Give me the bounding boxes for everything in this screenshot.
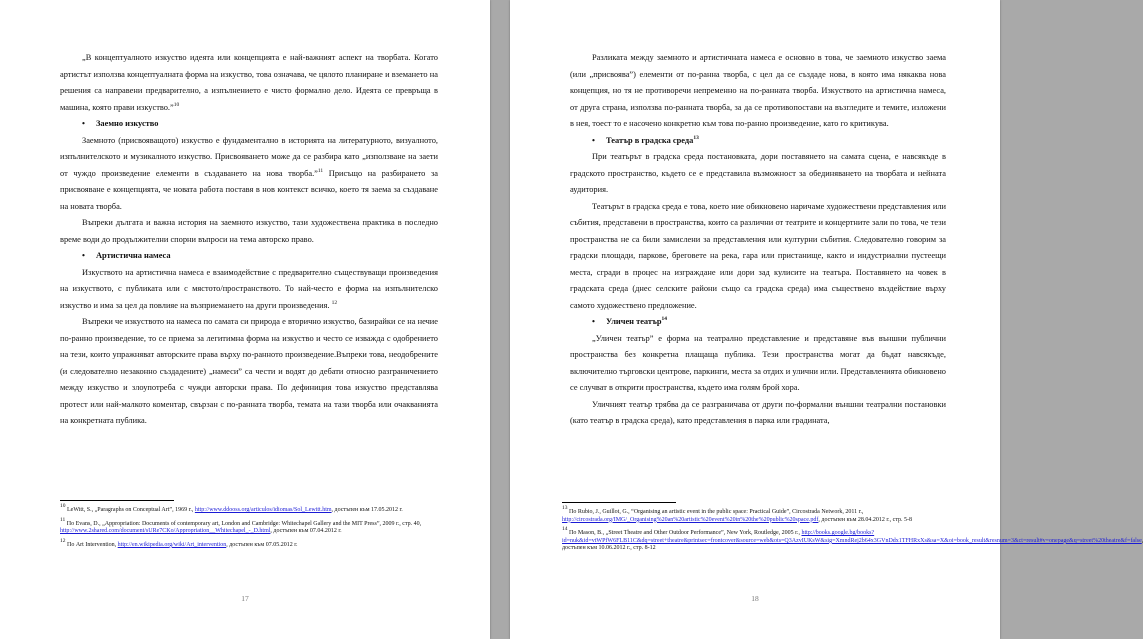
footnote-link[interactable]: http://en.wikipedia.org/wiki/Art_intervention: [117, 541, 227, 548]
footnote-number: 13: [562, 505, 568, 511]
paragraph-text: Присъщо на разбирането за присвояване е концепцията, че новата работа поставя в нов контекст всичко, което тя заема за създаване на новата творба.: [60, 168, 438, 211]
document-page-left: [0, 0, 490, 639]
footnote-link[interactable]: http://circostrada.org/IMG/_Organising%20an%20artistic%20event%20in%20the%20public%20space.pdf: [562, 516, 819, 523]
bullet-icon: •: [82, 251, 85, 260]
footnote-link[interactable]: http://www.2shared.com/document/sURe7CKo/Appropriation__Whitechapel_-_D.html: [60, 528, 271, 535]
heading-text: Заемно изкуство: [96, 119, 159, 128]
paragraph: [570, 331, 946, 397]
paragraph: [570, 50, 946, 133]
paragraph-text: Заемното (присвояващото) изкуство е фундаментално в историята на литературното, визуалното, изпълнителското и музикалното изкуство. Присвояването може да се разбира като „използване на заети от чуждо произведение елементи в създаването на нова творба.”: [60, 135, 438, 178]
paragraph: [60, 314, 438, 430]
footnote-separator: [60, 500, 174, 501]
footnote-reference: 10: [173, 101, 180, 108]
bullet-icon: •: [82, 119, 85, 128]
paragraph-text: Въпреки че изкуството на намеса по самата си природа е вторично изкуство, базирайки се на нечие по-ранно произведение, то се приема за легитимна форма на изкуство и често се изважда с одобрението на тези, които упражняват авторските права върху по-ранното произведение.Въпреки това, неодобрените (и следователно незаконно създадените) „намеси” са чести и водят до дебати относно разграничението между изкуство и злоупотреба с чужди авторски права. По дефиниция това изкуство представлява протест или най-малкото коментар, свързан с по-ранната творба, темата на тази творба или очакванията на конкретната публика.: [60, 317, 438, 425]
page-body-text: [570, 50, 946, 430]
paragraph: [570, 397, 946, 430]
footnote-link[interactable]: http://www.ddooss.org/articulos/idiomas/Sol_Lewitt.htm: [194, 507, 332, 513]
page-number: 18: [751, 594, 759, 603]
footnote-reference: 13: [693, 134, 699, 141]
paragraph-text: Въпреки дългата и важна история на заемното изкуство, тази художествена практика в последно време води до продължителни спорни въпроси на тема авторско право.: [60, 218, 438, 244]
paragraph: [570, 199, 946, 315]
footnote-number: 14: [562, 526, 568, 533]
footnote-text: По Art Intervention,: [65, 541, 118, 548]
footnote-link[interactable]: http://books.google.bg/books?id=nuk&id=vtWPfW6FLB11C&dq=street+theatre&printsec=frontcover&source=web&ots=Q3AzvIUKsW&sig=XmndRej2b64x3GVnDdx1TFHRxXs&sa=X&oi=book_result&resnum=3&ct=result#v=onepage&q=street%20theatre&f=false: [562, 530, 1142, 544]
section-heading: [60, 116, 438, 133]
footnote-separator: [562, 502, 676, 503]
document-page-right: [510, 0, 1142, 639]
footnote-text: достъпен към 10.06.2012 г., стр. 8-12: [562, 545, 656, 552]
heading-text: Театър в градска среда: [606, 135, 694, 145]
footnote-text: , достъпен към 28.04.2012 г., стр. 5-8: [818, 516, 913, 523]
footnote: [562, 526, 1142, 553]
footnote: [60, 537, 438, 550]
footnote-number: 12: [60, 537, 66, 544]
page-number: 17: [241, 594, 249, 603]
page-body-text: [60, 50, 438, 430]
paragraph: [60, 215, 438, 248]
section-heading: [570, 133, 946, 150]
paragraph: [60, 265, 438, 315]
footnote-reference: 11: [317, 167, 324, 174]
footnote-reference: 14: [661, 316, 668, 322]
paragraph-text: Изкуството на артистична намеса е взаимодействие с предварително съществуващи произведения на изкуството, с публиката или с мястото/пространството. То най-често е форма на изпълнителско изкуство и има за цел да повлияе на възприемането на други произведения.: [60, 267, 438, 310]
footnote-text: , достъпен към 07.05.2012 г.: [226, 541, 298, 548]
footnote-text: , достъпен към 07.04.2012 г.: [270, 528, 342, 535]
footnote-text: LeWitt, S., „Paragraphs on Conceptual Art”, 1969 г.,: [65, 507, 195, 513]
footnote-number: 11: [60, 516, 66, 523]
footnote: [562, 505, 952, 524]
footnote: [60, 503, 438, 515]
heading-text: Уличен театър: [606, 317, 662, 326]
paragraph-text: „Уличен театър” е форма на театрално представление и представяне във външни публични пространства без конкретна плащаща публика. Тези пространства могат да бъдат навсякъде, включително търговски центрове, паркинги, места за отдих и улични игли. Представленията обикновено се случват в открити пространства, където има голям брой хора.: [570, 333, 946, 392]
footnote: [60, 516, 438, 536]
footnotes: [562, 505, 1142, 558]
paragraph-text: „В концептуалното изкуство идеята или концепцията е най-важният аспект на творбата. Когато артистът използва концептуалната форма на изкуство, това означава, че цялото планиране и вземането на решения са направени предварително, а изпълнението е чисто формално дело. Идеята се превръща в машина, която прави изкуство.”: [60, 53, 438, 112]
footnote-text: , достъпен към 17.05.2012 г.: [331, 507, 403, 513]
paragraph: [570, 149, 946, 199]
footnote-text: По Mason, B., „Street Theatre and Other Outdoor Performance”, New York, Routledge, 2005 г.,: [567, 530, 802, 537]
paragraph: [60, 133, 438, 216]
bullet-icon: •: [592, 317, 595, 326]
paragraph-text: Театърът в градска среда е това, което ние обикновено наричаме художествени представления или събития, представени в пространства, които са различни от театрите и концертните зали по това, че тези пространства не са били замислени за представления или културни събития. Следователно говорим за градски площади, паркове, бреговете на река, гара или пристанище, както и индустриални пустеещи места, сгради в процес на изграждане или дори зад кулисите на театъра. Поставянето на човек в градската среда (днес селските райони също са градска среда) има съществено въздействие върху самото художествено предложение.: [570, 201, 946, 310]
paragraph-text: Разликата между заемното и артистичната намеса е основно в това, че заемното изкуство заема (или „присвоява”) елементи от по-ранна творба, с цел да се създаде нова, в която има някаква нова концепция, но тя не противоречи непременно на по-ранната творба. Изкуството на артистична намеса, от друга страна, използва по-ранната творба, за да се противопостави на възгледите и темите, изложени в нея, тоест то е насочено конкретно към това по-ранно произведение, като го критикува.: [570, 53, 946, 128]
paragraph-text: Уличният театър трябва да се разграничава от други по-формални външни театрални постановки (като театър в градска среда), като представления в парка или градината,: [570, 399, 946, 425]
footnotes: [60, 503, 438, 554]
footnote-reference: 12: [331, 299, 338, 306]
footnote-number: 10: [60, 503, 66, 509]
bullet-icon: •: [592, 135, 595, 145]
paragraph-text: При театърът в градска среда постановката, дори поставянето на самата сцена, е навсякъде в градското пространство, където се е представила възможност за обединяването на творбата и нейната аудитория.: [570, 152, 946, 194]
paragraph: [60, 50, 438, 116]
section-heading: [60, 248, 438, 265]
section-heading: [570, 314, 946, 331]
heading-text: Артистична намеса: [96, 251, 171, 260]
footnote-text: По Evans, D., „Appropriation: Documents of contemporary art, London and Cambridge: Whitechapel Gallery and the MIT Press”, 2009 г., стр. 40,: [65, 520, 422, 527]
footnote-text: По Rubio, J., Guillot, G., “Organising an artistic event in the public space: Practical Guide”, Circostrada Network, 2011 г.,: [567, 509, 864, 515]
